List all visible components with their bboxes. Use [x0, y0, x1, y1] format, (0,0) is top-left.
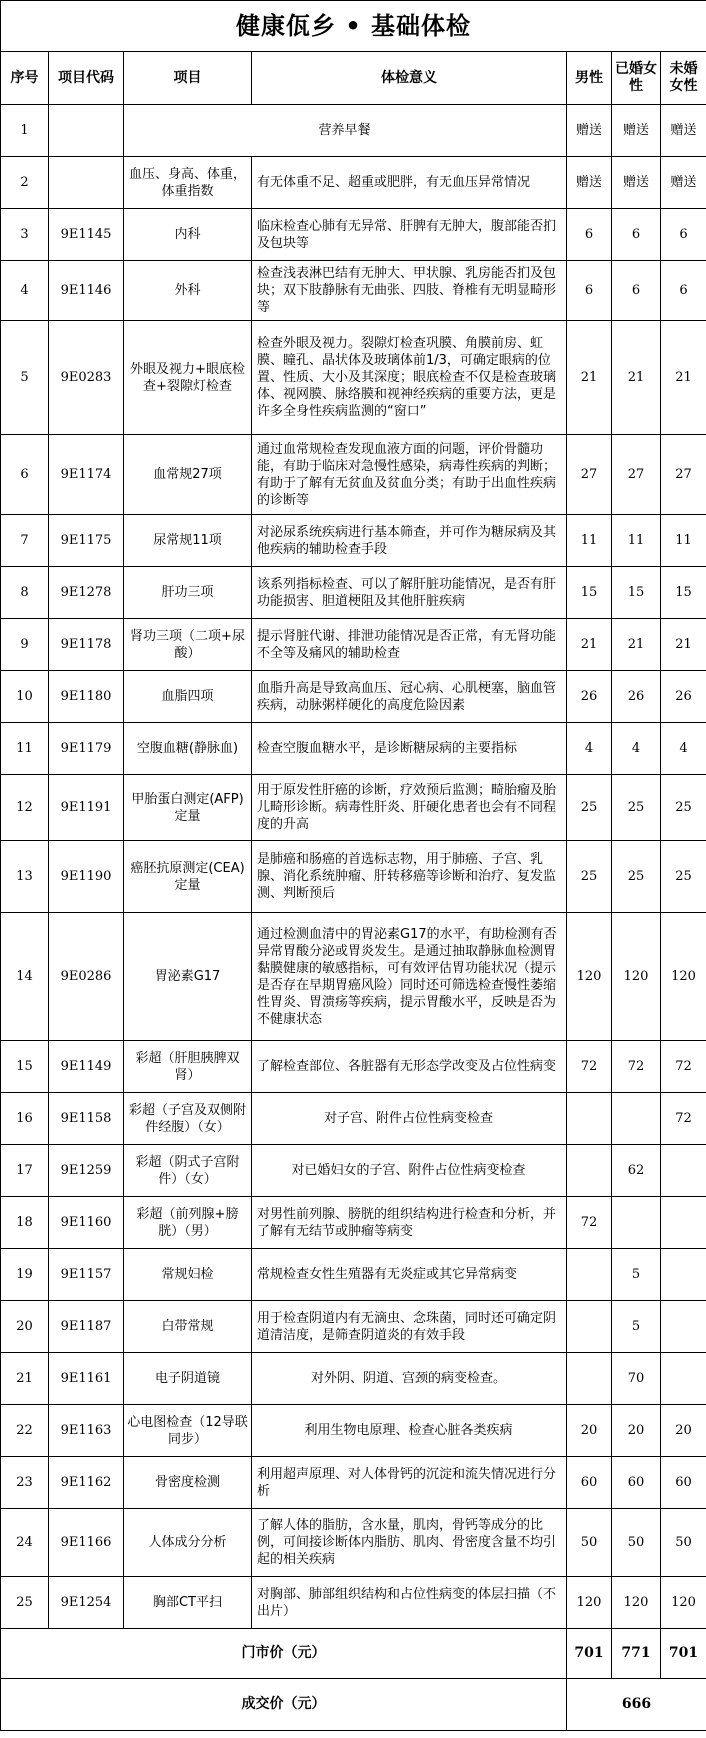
table-row — [1, 261, 706, 321]
item-meaning: 营养早餐 — [124, 105, 567, 157]
item-code — [49, 105, 124, 157]
item-name: 肾功三项（二项+尿酸） — [124, 619, 252, 671]
price-married-female: 赠送 — [612, 157, 661, 209]
price-unmarried-female — [661, 1197, 706, 1249]
price-married-female: 赠送 — [612, 105, 661, 157]
price-male: 赠送 — [567, 157, 612, 209]
price-unmarried-female — [661, 1249, 706, 1301]
price-male: 20 — [567, 1405, 612, 1457]
table-row — [1, 671, 706, 723]
table-row — [1, 1249, 706, 1301]
row-number: 16 — [1, 1093, 49, 1145]
item-name: 胃泌素G17 — [124, 913, 252, 1041]
item-name: 心电图检查（12导联同步） — [124, 1405, 252, 1457]
row-number: 12 — [1, 775, 49, 841]
price-male: 赠送 — [567, 105, 612, 157]
price-male: 120 — [567, 1577, 612, 1629]
price-married-female: 20 — [612, 1405, 661, 1457]
price-married-female: 27 — [612, 435, 661, 515]
price-married-female: 11 — [612, 515, 661, 567]
price-male: 11 — [567, 515, 612, 567]
item-code: 9E1187 — [49, 1301, 124, 1353]
item-meaning: 该系列指标检查、可以了解肝脏功能情况，是否有肝功能损害、胆道梗阻及其他肝脏疾病 — [252, 567, 567, 619]
price-male: 72 — [567, 1197, 612, 1249]
item-meaning: 临床检查心肺有无异常、肝脾有无肿大，腹部能否扪及包块等 — [252, 209, 567, 261]
row-number: 19 — [1, 1249, 49, 1301]
item-code: 9E0283 — [49, 321, 124, 435]
price-male: 26 — [567, 671, 612, 723]
item-meaning: 是肺癌和肠癌的首选标志物，用于肺癌、子宫、乳腺、消化系统肿瘤、肝转移癌等诊断和治疗、复发监测、判断预后 — [252, 841, 567, 913]
price-unmarried-female: 21 — [661, 321, 706, 435]
item-code: 9E1180 — [49, 671, 124, 723]
price-married-female: 60 — [612, 1457, 661, 1509]
price-unmarried-female: 26 — [661, 671, 706, 723]
item-code: 9E1163 — [49, 1405, 124, 1457]
price-married-female — [612, 1197, 661, 1249]
item-meaning: 通过检测血清中的胃泌素G17的水平，有助检测有否异常胃酸分泌或胃炎发生。是通过抽取静脉血检测胃黏膜健康的敏感指标，可有效评估胃功能状况（提示是否存在早期胃癌风险）同时还可筛选检查慢性萎缩性胃炎、胃溃疡等疾病，提示胃酸水平，反映是否为不健康状态 — [252, 913, 567, 1041]
price-male: 60 — [567, 1457, 612, 1509]
store-price-male: 701 — [567, 1629, 612, 1679]
store-price-married-female: 771 — [612, 1629, 661, 1679]
price-unmarried-female: 27 — [661, 435, 706, 515]
table-row — [1, 723, 706, 775]
price-married-female: 70 — [612, 1353, 661, 1405]
row-number: 11 — [1, 723, 49, 775]
price-married-female: 4 — [612, 723, 661, 775]
table-row — [1, 1457, 706, 1509]
price-male: 4 — [567, 723, 612, 775]
price-married-female: 5 — [612, 1249, 661, 1301]
price-male: 15 — [567, 567, 612, 619]
row-number: 20 — [1, 1301, 49, 1353]
table-row — [1, 105, 706, 157]
item-meaning: 血脂升高是导致高血压、冠心病、心肌梗塞，脑血管疾病，动脉粥样硬化的高度危险因素 — [252, 671, 567, 723]
row-number: 18 — [1, 1197, 49, 1249]
row-number: 15 — [1, 1041, 49, 1093]
item-code: 9E1175 — [49, 515, 124, 567]
price-unmarried-female: 6 — [661, 261, 706, 321]
row-number: 13 — [1, 841, 49, 913]
page-title: 健康佤乡 • 基础体检 — [1, 1, 706, 52]
price-married-female — [612, 1093, 661, 1145]
table-row — [1, 435, 706, 515]
price-unmarried-female: 赠送 — [661, 157, 706, 209]
store-price-row — [1, 1629, 706, 1679]
price-male: 27 — [567, 435, 612, 515]
price-unmarried-female — [661, 1301, 706, 1353]
header-no: 序号 — [1, 52, 49, 105]
price-male — [567, 1301, 612, 1353]
item-name: 空腹血糖(静脉血) — [124, 723, 252, 775]
header-male: 男性 — [567, 52, 612, 105]
row-number: 4 — [1, 261, 49, 321]
price-married-female: 62 — [612, 1145, 661, 1197]
item-code: 9E1190 — [49, 841, 124, 913]
item-name: 彩超（子宫及双侧附件经腹）（女） — [124, 1093, 252, 1145]
item-name: 外科 — [124, 261, 252, 321]
table-row — [1, 1301, 706, 1353]
item-code: 9E1160 — [49, 1197, 124, 1249]
row-number: 6 — [1, 435, 49, 515]
table-row — [1, 209, 706, 261]
item-code: 9E1161 — [49, 1353, 124, 1405]
price-married-female: 5 — [612, 1301, 661, 1353]
item-meaning: 提示肾脏代谢、排泄功能情况是否正常，有无肾功能不全等及痛风的辅助检查 — [252, 619, 567, 671]
table-row — [1, 913, 706, 1041]
item-meaning: 对子宫、附件占位性病变检查 — [252, 1093, 567, 1145]
price-male: 120 — [567, 913, 612, 1041]
price-married-female: 50 — [612, 1509, 661, 1577]
item-meaning: 检查空腹血糖水平，是诊断糖尿病的主要指标 — [252, 723, 567, 775]
price-male: 6 — [567, 209, 612, 261]
price-married-female: 72 — [612, 1041, 661, 1093]
header-married-female: 已婚女性 — [612, 52, 661, 105]
store-price-unmarried-female: 701 — [661, 1629, 706, 1679]
item-meaning: 对外阴、阴道、宫颈的病变检查。 — [252, 1353, 567, 1405]
price-unmarried-female: 6 — [661, 209, 706, 261]
price-unmarried-female: 20 — [661, 1405, 706, 1457]
deal-price-value: 666 — [567, 1679, 706, 1731]
price-male: 72 — [567, 1041, 612, 1093]
price-unmarried-female: 赠送 — [661, 105, 706, 157]
item-meaning: 检查浅表淋巴结有无肿大、甲状腺、乳房能否扪及包块；双下肢静脉有无曲张、四肢、脊椎有无明显畸形等 — [252, 261, 567, 321]
row-number: 22 — [1, 1405, 49, 1457]
item-code: 9E1259 — [49, 1145, 124, 1197]
item-meaning: 对男性前列腺、膀胱的组织结构进行检查和分析，并了解有无结节或肿瘤等病变 — [252, 1197, 567, 1249]
price-male — [567, 1249, 612, 1301]
item-name: 彩超（前列腺+膀胱）（男） — [124, 1197, 252, 1249]
item-code: 9E1179 — [49, 723, 124, 775]
header-meaning: 体检意义 — [252, 52, 567, 105]
price-unmarried-female: 4 — [661, 723, 706, 775]
item-name: 彩超（肝胆胰脾双肾） — [124, 1041, 252, 1093]
row-number: 17 — [1, 1145, 49, 1197]
item-code: 9E1174 — [49, 435, 124, 515]
row-number: 21 — [1, 1353, 49, 1405]
table-row — [1, 1093, 706, 1145]
table-row — [1, 567, 706, 619]
item-code: 9E1166 — [49, 1509, 124, 1577]
price-married-female: 26 — [612, 671, 661, 723]
price-unmarried-female: 120 — [661, 913, 706, 1041]
price-male: 25 — [567, 841, 612, 913]
item-name: 胸部CT平扫 — [124, 1577, 252, 1629]
price-married-female: 21 — [612, 321, 661, 435]
row-number: 9 — [1, 619, 49, 671]
item-code: 9E1149 — [49, 1041, 124, 1093]
price-married-female: 21 — [612, 619, 661, 671]
deal-price-label: 成交价（元） — [1, 1679, 567, 1731]
item-name: 常规妇检 — [124, 1249, 252, 1301]
table-row — [1, 321, 706, 435]
price-married-female: 6 — [612, 261, 661, 321]
table-row — [1, 619, 706, 671]
price-unmarried-female: 60 — [661, 1457, 706, 1509]
price-married-female: 15 — [612, 567, 661, 619]
price-unmarried-female: 25 — [661, 841, 706, 913]
price-married-female: 25 — [612, 841, 661, 913]
item-name: 外眼及视力+眼底检查+裂隙灯检查 — [124, 321, 252, 435]
item-meaning: 通过血常规检查发现血液方面的问题，评价骨髓功能，有助于临床对急慢性感染，病毒性疾病的判断；有助于了解有无贫血及贫血分类；有助于出血性疾病的诊断等 — [252, 435, 567, 515]
header-unmarried-female: 未婚女性 — [661, 52, 706, 105]
item-name: 尿常规11项 — [124, 515, 252, 567]
price-married-female: 120 — [612, 1577, 661, 1629]
price-male: 6 — [567, 261, 612, 321]
table-row — [1, 1577, 706, 1629]
item-name: 彩超（阴式子宫附件）（女） — [124, 1145, 252, 1197]
price-unmarried-female: 11 — [661, 515, 706, 567]
header-code: 项目代码 — [49, 52, 124, 105]
price-married-female: 6 — [612, 209, 661, 261]
price-unmarried-female: 50 — [661, 1509, 706, 1577]
price-male: 50 — [567, 1509, 612, 1577]
table-row — [1, 1509, 706, 1577]
price-unmarried-female: 72 — [661, 1093, 706, 1145]
row-number: 24 — [1, 1509, 49, 1577]
item-code: 9E1145 — [49, 209, 124, 261]
item-meaning: 用于原发性肝癌的诊断，疗效预后监测；畸胎瘤及胎儿畸形诊断。病毒性肝炎、肝硬化患者也会有不同程度的升高 — [252, 775, 567, 841]
row-number: 7 — [1, 515, 49, 567]
deal-price-row — [1, 1679, 706, 1731]
price-married-female: 120 — [612, 913, 661, 1041]
item-code: 9E1146 — [49, 261, 124, 321]
price-male: 21 — [567, 321, 612, 435]
item-name: 血脂四项 — [124, 671, 252, 723]
table-row — [1, 157, 706, 209]
item-meaning: 检查外眼及视力。裂隙灯检查巩膜、角膜前房、虹膜、瞳孔、晶状体及玻璃体前1/3，可确定眼病的位置、性质、大小及其深度；眼底检查不仅是检查玻璃体、视网膜、脉络膜和视神经疾病的重要方法，更是许多全身性疾病监测的“窗口” — [252, 321, 567, 435]
item-name: 甲胎蛋白测定(AFP)定量 — [124, 775, 252, 841]
item-meaning: 常规检查女性生殖器有无炎症或其它异常病变 — [252, 1249, 567, 1301]
item-code: 9E0286 — [49, 913, 124, 1041]
item-name: 人体成分分析 — [124, 1509, 252, 1577]
price-male: 25 — [567, 775, 612, 841]
item-meaning: 了解检查部位、各脏器有无形态学改变及占位性病变 — [252, 1041, 567, 1093]
item-meaning: 用于检查阴道内有无滴虫、念珠菌，同时还可确定阴道清洁度，是筛查阴道炎的有效手段 — [252, 1301, 567, 1353]
item-name: 骨密度检测 — [124, 1457, 252, 1509]
item-code: 9E1157 — [49, 1249, 124, 1301]
item-meaning: 对泌尿系统疾病进行基本筛查，并可作为糖尿病及其他疾病的辅助检查手段 — [252, 515, 567, 567]
table-row — [1, 1041, 706, 1093]
table-row — [1, 1197, 706, 1249]
item-name: 血常规27项 — [124, 435, 252, 515]
item-code: 9E1254 — [49, 1577, 124, 1629]
item-meaning: 对胸部、肺部组织结构和占位性病变的体层扫描（不出片） — [252, 1577, 567, 1629]
price-unmarried-female: 21 — [661, 619, 706, 671]
table-row — [1, 1405, 706, 1457]
price-unmarried-female — [661, 1145, 706, 1197]
row-number: 10 — [1, 671, 49, 723]
table-row — [1, 1145, 706, 1197]
price-male — [567, 1353, 612, 1405]
row-number: 23 — [1, 1457, 49, 1509]
row-number: 3 — [1, 209, 49, 261]
item-name: 癌胚抗原测定(CEA)定量 — [124, 841, 252, 913]
item-name: 电子阴道镜 — [124, 1353, 252, 1405]
item-meaning: 利用生物电原理、检查心脏各类疾病 — [252, 1405, 567, 1457]
table-row — [1, 515, 706, 567]
item-name: 内科 — [124, 209, 252, 261]
price-male — [567, 1145, 612, 1197]
item-name: 白带常规 — [124, 1301, 252, 1353]
item-code: 9E1158 — [49, 1093, 124, 1145]
item-code: 9E1278 — [49, 567, 124, 619]
price-male: 21 — [567, 619, 612, 671]
row-number: 1 — [1, 105, 49, 157]
table-row — [1, 1353, 706, 1405]
row-number: 5 — [1, 321, 49, 435]
row-number: 14 — [1, 913, 49, 1041]
price-unmarried-female: 15 — [661, 567, 706, 619]
item-name: 血压、身高、体重，体重指数 — [124, 157, 252, 209]
item-code: 9E1162 — [49, 1457, 124, 1509]
item-name: 肝功三项 — [124, 567, 252, 619]
header-item: 项目 — [124, 52, 252, 105]
price-male — [567, 1093, 612, 1145]
row-number: 8 — [1, 567, 49, 619]
table-row — [1, 841, 706, 913]
price-unmarried-female: 120 — [661, 1577, 706, 1629]
item-meaning: 了解人体的脂肪，含水量，肌肉，骨钙等成分的比例，可间接诊断体内脂肪、肌肉、骨密度含量不均引起的相关疾病 — [252, 1509, 567, 1577]
row-number: 2 — [1, 157, 49, 209]
price-unmarried-female: 25 — [661, 775, 706, 841]
row-number: 25 — [1, 1577, 49, 1629]
item-code: 9E1178 — [49, 619, 124, 671]
item-meaning: 对已婚妇女的子宫、附件占位性病变检查 — [252, 1145, 567, 1197]
price-married-female: 25 — [612, 775, 661, 841]
item-code: 9E1191 — [49, 775, 124, 841]
price-unmarried-female — [661, 1353, 706, 1405]
item-meaning: 利用超声原理、对人体骨钙的沉淀和流失情况进行分析 — [252, 1457, 567, 1509]
store-price-label: 门市价（元） — [1, 1629, 567, 1679]
item-code — [49, 157, 124, 209]
item-meaning: 有无体重不足、超重或肥胖，有无血压异常情况 — [252, 157, 567, 209]
price-unmarried-female: 72 — [661, 1041, 706, 1093]
table-row — [1, 775, 706, 841]
